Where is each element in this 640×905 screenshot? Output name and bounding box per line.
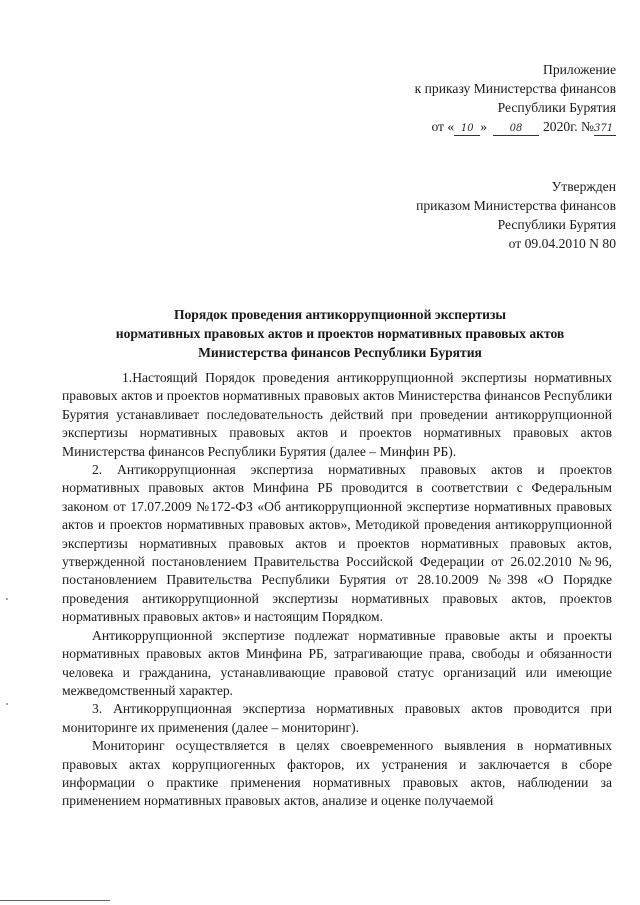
document-body <box>62 369 612 811</box>
approved-label: Утвержден <box>551 179 616 194</box>
date-prefix: от « <box>431 119 455 134</box>
title-line-2: нормативных правовых актов и проектов нормативных правовых актов <box>115 326 565 341</box>
title-line-3: Министерства финансов Республики Бурятия <box>198 345 482 360</box>
paragraph-5 <box>62 737 612 811</box>
document-title <box>60 305 620 362</box>
paragraph-1 <box>62 369 612 461</box>
paragraph-text: Мониторинг осуществляется в целях своевременного выявления в нормативных правовых актах коррупциогенных факторов, их устранения и заключается в сборе информации о практике применения нормативных правовых актов, наблюдении за применением нормативных правовых актов, анализе и оценке получаемой <box>62 738 612 809</box>
approval-header <box>416 177 616 253</box>
handwritten-order-number: 371 <box>594 122 616 136</box>
paragraph-number: 1. <box>122 370 133 385</box>
appendix-region: Республики Бурятия <box>497 100 616 115</box>
appendix-label: Приложение <box>543 62 616 77</box>
appendix-header <box>415 60 616 136</box>
paragraph-2 <box>62 461 612 627</box>
approved-by: приказом Министерства финансов <box>416 198 616 213</box>
paragraph-text: 2. Антикоррупционная экспертиза нормативных правовых актов и проектов нормативных правовых актов Минфина РБ проводится в соответствии с Федеральным законом от 17.07.2009 №172-ФЗ «Об антикоррупционной экспертизе нормативных правовых актов и проектов нормативных правовых актов», Методикой проведения антикоррупционной экспертизы нормативных правовых актов и проектов нормативных правовых актов, утвержденной постановлением Правительства Российской Федерации от 26.02.2010 №96, постановлением Правительства Республики Бурятия от 28.10.2009 №398 «О Порядке проведения антикоррупционной экспертизы нормативных правовых актов, проектов нормативных правовых актов» и настоящим Порядком. <box>62 462 612 625</box>
appendix-order-ref: к приказу Министерства финансов <box>414 81 616 96</box>
handwritten-month: 08 <box>493 122 539 136</box>
paragraph-text: 3. Антикоррупционная экспертиза нормативных правовых актов проводится при мониторинге их применения (далее – мониторинг). <box>62 701 612 735</box>
approved-region: Республики Бурятия <box>497 217 616 232</box>
title-line-1: Порядок проведения антикоррупционной экспертизы <box>173 307 507 322</box>
footnote-rule <box>0 900 110 901</box>
paragraph-text: Настоящий Порядок проведения антикоррупционной экспертизы нормативных правовых актов и проектов нормативных правовых актов Министерства финансов Республики Бурятия устанавливает последовательность действий при проведении антикоррупционной экспертизы нормативных правовых актов и проектов нормативных правовых актов Министерства финансов Республики Бурятия (далее – Минфин РБ). <box>62 370 612 459</box>
date-mid: » <box>480 119 487 134</box>
approved-date: от 09.04.2010 N 80 <box>508 236 616 251</box>
paragraph-4 <box>62 700 612 737</box>
paragraph-text: Антикоррупционной экспертизе подлежат нормативные правовые акты и проекты нормативных правовых актов Минфина РБ, затрагивающие права, свободы и обязанности человека и гражданина, устанавливающие правовой статус организаций или имеющие межведомственный характер. <box>62 627 612 698</box>
date-year: 2020г. № <box>543 119 594 134</box>
appendix-date-line <box>415 117 616 136</box>
scan-speck <box>6 598 8 600</box>
handwritten-day: 10 <box>454 122 480 136</box>
scan-speck <box>6 703 8 705</box>
paragraph-3 <box>62 627 612 701</box>
